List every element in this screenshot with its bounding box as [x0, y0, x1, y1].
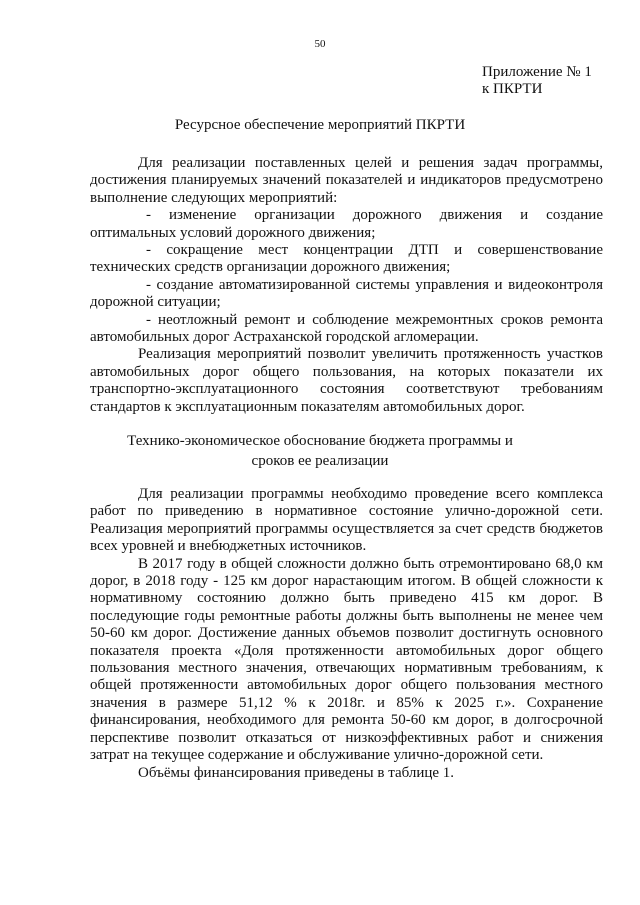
bullet-item: - изменение организации дорожного движения и создание оптимальных условий дорожного движения;: [90, 207, 603, 241]
bullet-item: - сокращение мест концентрации ДТП и совершенствование технических средств организации дорожного движения;: [90, 242, 603, 276]
appendix-line-2: к ПКРТИ: [482, 81, 543, 97]
paragraph-intro: Для реализации поставленных целей и решения задач программы, достижения планируемых значений показателей и индикаторов предусмотрено выполнение следующих мероприятий:: [90, 155, 603, 206]
section-body-budget: [90, 486, 603, 782]
appendix-line-1: Приложение № 1: [482, 64, 592, 80]
paragraph: В 2017 году в общей сложности должно быть отремонтировано 68,0 км дорог, в 2018 году - 125 км дорог нарастающим итогом. В общей сложности к нормативному состоянию должно быть приведено 415 км дорог. В последующие годы ремонтные работы должны быть выполнены не менее чем 50-60 км дорог. Достижение данных объемов позволит достигнуть основного показателя проекта «Доля протяженности автомобильных дорог общего пользования местного значения, отвечающих нормативным требованиям, к общей протяженности автомобильных дорог общего пользования местного значения в размере 51,12 % к 2018г. и 85% к 2025 г.». Сохранение финансирования, необходимого для ремонта 50-60 км дорог, в долгосрочной перспективе позволит отказаться от низкоэффективных работ и снижения затрат на текущее содержание и обслуживание улично-дорожной сети.: [90, 555, 603, 764]
bullet-item: - неотложный ремонт и соблюдение межремонтных сроков ремонта автомобильных дорог Астраханской городской агломерации.: [90, 311, 603, 346]
paragraph-closing: Реализация мероприятий позволит увеличить протяженность участков автомобильных дорог общего пользования, на которых показатели их транспортно-эксплуатационного состояния соответствуют требованиям стандартов к эксплуатационным показателям автомобильных дорог.: [90, 346, 603, 415]
section-title-budget-line-2: сроков ее реализации: [251, 453, 389, 469]
bullet-item: - создание автоматизированной системы управления и видеоконтроля дорожной ситуации;: [90, 276, 603, 311]
paragraph: Объёмы финансирования приведены в таблице 1.: [138, 764, 455, 781]
section-title-budget: [0, 431, 640, 471]
section-title-resources: Ресурсное обеспечение мероприятий ПКРТИ: [174, 117, 466, 133]
paragraph: Для реализации программы необходимо проведение всего комплекса работ по приведению в нормативное состояние улично-дорожной сети. Реализация мероприятий программы осуществляется за счет средств бюджетов всех уровней и внебюджетных источников.: [90, 486, 603, 555]
section-title-budget-line-1: Технико-экономическое обоснование бюджета программы и: [127, 433, 513, 449]
appendix-label: [482, 64, 592, 98]
section-body-resources: [90, 155, 603, 416]
page-number: 50: [314, 38, 326, 50]
